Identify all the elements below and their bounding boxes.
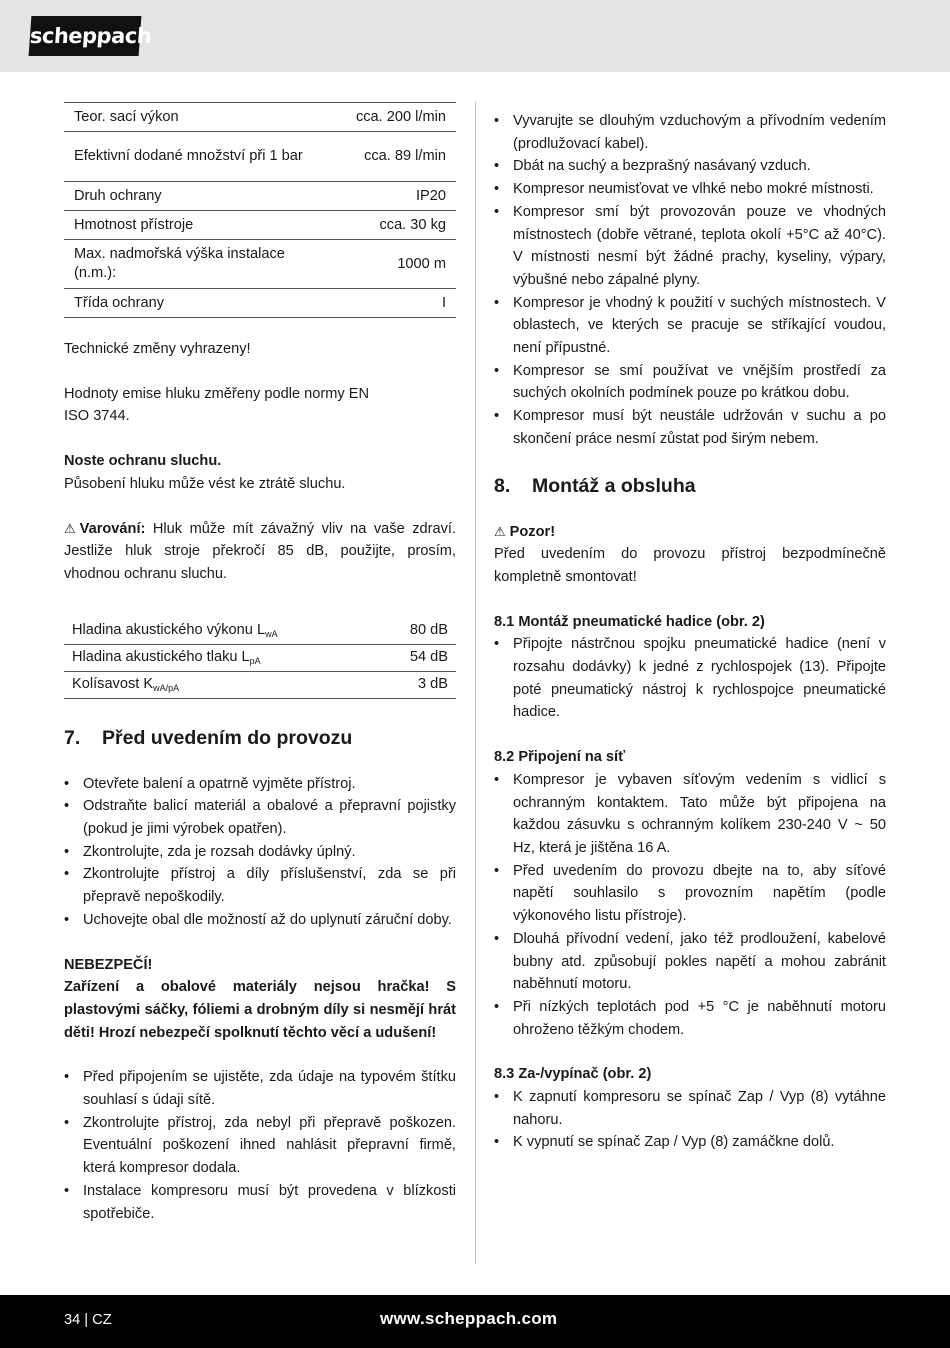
subsection-8-2-title: 8.2 Připojení na síť	[494, 749, 626, 766]
spec-label: Hmotnost přístroje	[74, 216, 194, 233]
list-item: • Před připojením se ujistěte, zda údaje na typovém štítku souhlasí s údaji sítě.	[64, 1066, 456, 1111]
list-item: • Odstraňte balicí materiál a obalové a přepravní pojistky (pokud je jimi výrobek opatřen).	[64, 795, 456, 840]
noise-label	[64, 618, 379, 645]
section-7-heading	[64, 725, 456, 751]
section-7-number: 7.	[64, 726, 81, 749]
page-number-value: 34	[64, 1312, 81, 1328]
spec-label: Třída ochrany	[74, 294, 165, 311]
list-item: • Zkontrolujte přístroj a díly příslušenství, zda se při přepravě nepoškodily.	[64, 863, 456, 908]
list-item: • Před uvedením do provozu dbejte na to, aby síťové napětí souhlasilo s provozním napětím (podle výkonového listu přístroje).	[494, 860, 886, 928]
environment-list	[494, 110, 886, 451]
hearing-text: Působení hluku může vést ke ztrátě sluchu.	[64, 475, 346, 492]
table-row	[64, 240, 456, 289]
section-7-list-2	[64, 1066, 456, 1225]
list-item: • K vypnutí se spínač Zap / Vyp (8) zamáčkne dolů.	[494, 1131, 886, 1154]
warning-triangle-icon: ⚠	[64, 520, 76, 536]
caution-title-text: Pozor!	[509, 523, 556, 540]
page-number	[64, 1309, 112, 1331]
subsection-8-2-list	[494, 769, 886, 1041]
hearing-title-text: Noste ochranu sluchu.	[64, 453, 222, 470]
section-7-title: Před uvedením do provozu	[102, 726, 353, 749]
list-item: • K zapnutí kompresoru se spínač Zap / Vyp (8) vytáhne nahoru.	[494, 1086, 886, 1131]
spec-label: Teor. sací výkon	[74, 108, 179, 125]
subsection-8-3-list	[494, 1086, 886, 1154]
noise-intro: Hodnoty emise hluku změřeny podle normy EN ISO 3744.	[64, 385, 369, 425]
specs-table	[64, 102, 456, 318]
hearing-title	[64, 450, 456, 473]
danger-text-bold: Zařízení a obalové materiály nejsou hračka! S plastovými sáčky, fóliemi a drobným díly si nesmějí hrát děti! Hrozí nebezpečí spolknutí těchto věcí a udušení!	[64, 979, 456, 1041]
left-column	[64, 102, 456, 1225]
list-item: • Kompresor se smí používat ve vnějším prostředí za suchých okolních podmínek pouze po krátkou dobu.	[494, 360, 886, 405]
noise-value: 3 dB	[417, 676, 448, 693]
list-item: • Kompresor musí být neustále udržován v suchu a po skončení práce nesmí zůstat pod širým nebem.	[494, 405, 886, 450]
list-item: • Instalace kompresoru musí být provedena v blízkosti spotřebiče.	[64, 1180, 456, 1225]
list-item: • Zkontrolujte přístroj, zda nebyl při přepravě poškozen. Eventuální poškození ihned nahlásit přepravní firmě, která kompresor dodala.	[64, 1112, 456, 1180]
table-row	[64, 211, 456, 240]
noise-value: 54 dB	[409, 649, 448, 666]
list-item: • Dbát na suchý a bezprašný nasávaný vzduch.	[494, 155, 886, 178]
table-row	[64, 103, 456, 132]
warning-triangle-icon: ⚠	[494, 523, 506, 539]
list-item: • Dlouhá přívodní vedení, jako též prodloužení, kabelové bubny atd. způsobují pokles napětí a mohou zabránit naběhnutí motoru.	[494, 928, 886, 996]
warning-label: Varování:	[79, 520, 146, 537]
spec-value: I	[441, 294, 446, 311]
section-8-title: Montáž a obsluha	[532, 474, 696, 497]
spec-label: Druh ochrany	[74, 187, 162, 204]
spec-value: cca. 200 l/min	[355, 108, 446, 125]
right-column	[494, 110, 886, 1154]
noise-label-sub: wA	[265, 629, 278, 640]
table-row	[64, 618, 456, 645]
spec-value: cca. 89 l/min	[364, 148, 446, 165]
list-item: • Zkontrolujte, zda je rozsah dodávky úplný.	[64, 841, 456, 864]
noise-label-sub: wA/pA	[153, 683, 180, 694]
spec-label: Efektivní dodané množství při 1 bar	[74, 148, 303, 165]
page-separator: |	[84, 1312, 89, 1328]
table-row	[64, 644, 456, 671]
language-code: CZ	[92, 1312, 112, 1328]
website-url: www.scheppach.com	[380, 1309, 558, 1328]
section-8-heading	[494, 473, 886, 499]
table-row	[64, 671, 456, 698]
table-row	[64, 182, 456, 211]
caution-text: Před uvedením do provozu přístroj bezpodmínečně kompletně smontovat!	[494, 546, 886, 585]
spec-value: IP20	[415, 187, 446, 204]
technical-changes-note: Technické změny vyhrazeny!	[64, 341, 251, 357]
list-item: • Připojte nástrčnou spojku pneumatické hadice (není v rozsahu dodávky) k jedné z rychlospojek (13). Připojte poté pneumatický nástroj k rychlospojce pneumatické hadice.	[494, 633, 886, 724]
column-divider	[475, 102, 476, 1264]
section-8-number: 8.	[494, 474, 511, 497]
list-item: • Při nízkých teplotách pod +5 °C je naběhnutí motoru ohroženo těžkým chodem.	[494, 996, 886, 1041]
list-item: • Kompresor smí být provozován pouze ve vhodných místnostech (dobře větrané, teplota okolí +5°C až 40°C). V místnosti nesmí být žádné prachy, kyseliny, výpary, výbušné nebo zápalné plyny.	[494, 201, 886, 292]
page-footer	[0, 1295, 950, 1348]
caution-title	[494, 521, 886, 544]
subsection-8-1-list	[494, 633, 886, 724]
spec-label: Max. nadmořská výška instalace (n.m.):	[74, 246, 285, 281]
subsection-8-1-title: 8.1 Montáž pneumatické hadice (obr. 2)	[494, 613, 765, 630]
noise-label	[64, 671, 379, 698]
section-7-list	[64, 773, 456, 932]
noise-table	[64, 618, 456, 699]
spec-value: cca. 30 kg	[379, 216, 446, 233]
noise-label-sub: pA	[249, 656, 261, 667]
danger-text	[64, 976, 456, 1044]
noise-label-text: Hladina akustického tlaku L	[72, 649, 250, 666]
danger-title	[64, 954, 456, 977]
list-item: • Kompresor neumisťovat ve vlhké nebo mokré místnosti.	[494, 178, 886, 201]
table-row	[64, 289, 456, 318]
danger-title-text: NEBEZPEČÍ!	[64, 956, 153, 973]
noise-value: 80 dB	[409, 622, 448, 639]
warning-text: Hluk může mít závažný vliv na vaše zdraví. Jestliže hluk stroje překročí 85 dB, použijte, prosím, vhodnou ochranu sluchu.	[64, 520, 457, 582]
list-item: • Kompresor je vybaven síťovým vedením s vidlicí s ochranným kontaktem. Tato může být připojena na každou zásuvku s ochranným kolíkem 230-240 V ~ 50 Hz, která je jištěna 16 A.	[494, 769, 886, 860]
subsection-8-3-title: 8.3 Za-/vypínač (obr. 2)	[494, 1066, 652, 1083]
table-row	[64, 132, 456, 182]
list-item: • Otevřete balení a opatrně vyjměte přístroj.	[64, 773, 456, 796]
warning-paragraph	[64, 518, 456, 586]
noise-label-text: Kolísavost K	[72, 676, 154, 693]
noise-label	[64, 644, 379, 671]
noise-label-text: Hladina akustického výkonu L	[72, 622, 266, 639]
scheppach-logo: scheppach	[29, 16, 142, 56]
list-item: • Uchovejte obal dle možností až do uplynutí záruční doby.	[64, 909, 456, 932]
spec-value: 1000 m	[397, 255, 446, 272]
list-item: • Kompresor je vhodný k použití v suchých místnostech. V oblastech, ve kterých se pracuje se stříkající voudou, není přípustné.	[494, 292, 886, 360]
list-item: • Vyvarujte se dlouhým vzduchovým a přívodním vedením (prodlužovací kabel).	[494, 110, 886, 155]
